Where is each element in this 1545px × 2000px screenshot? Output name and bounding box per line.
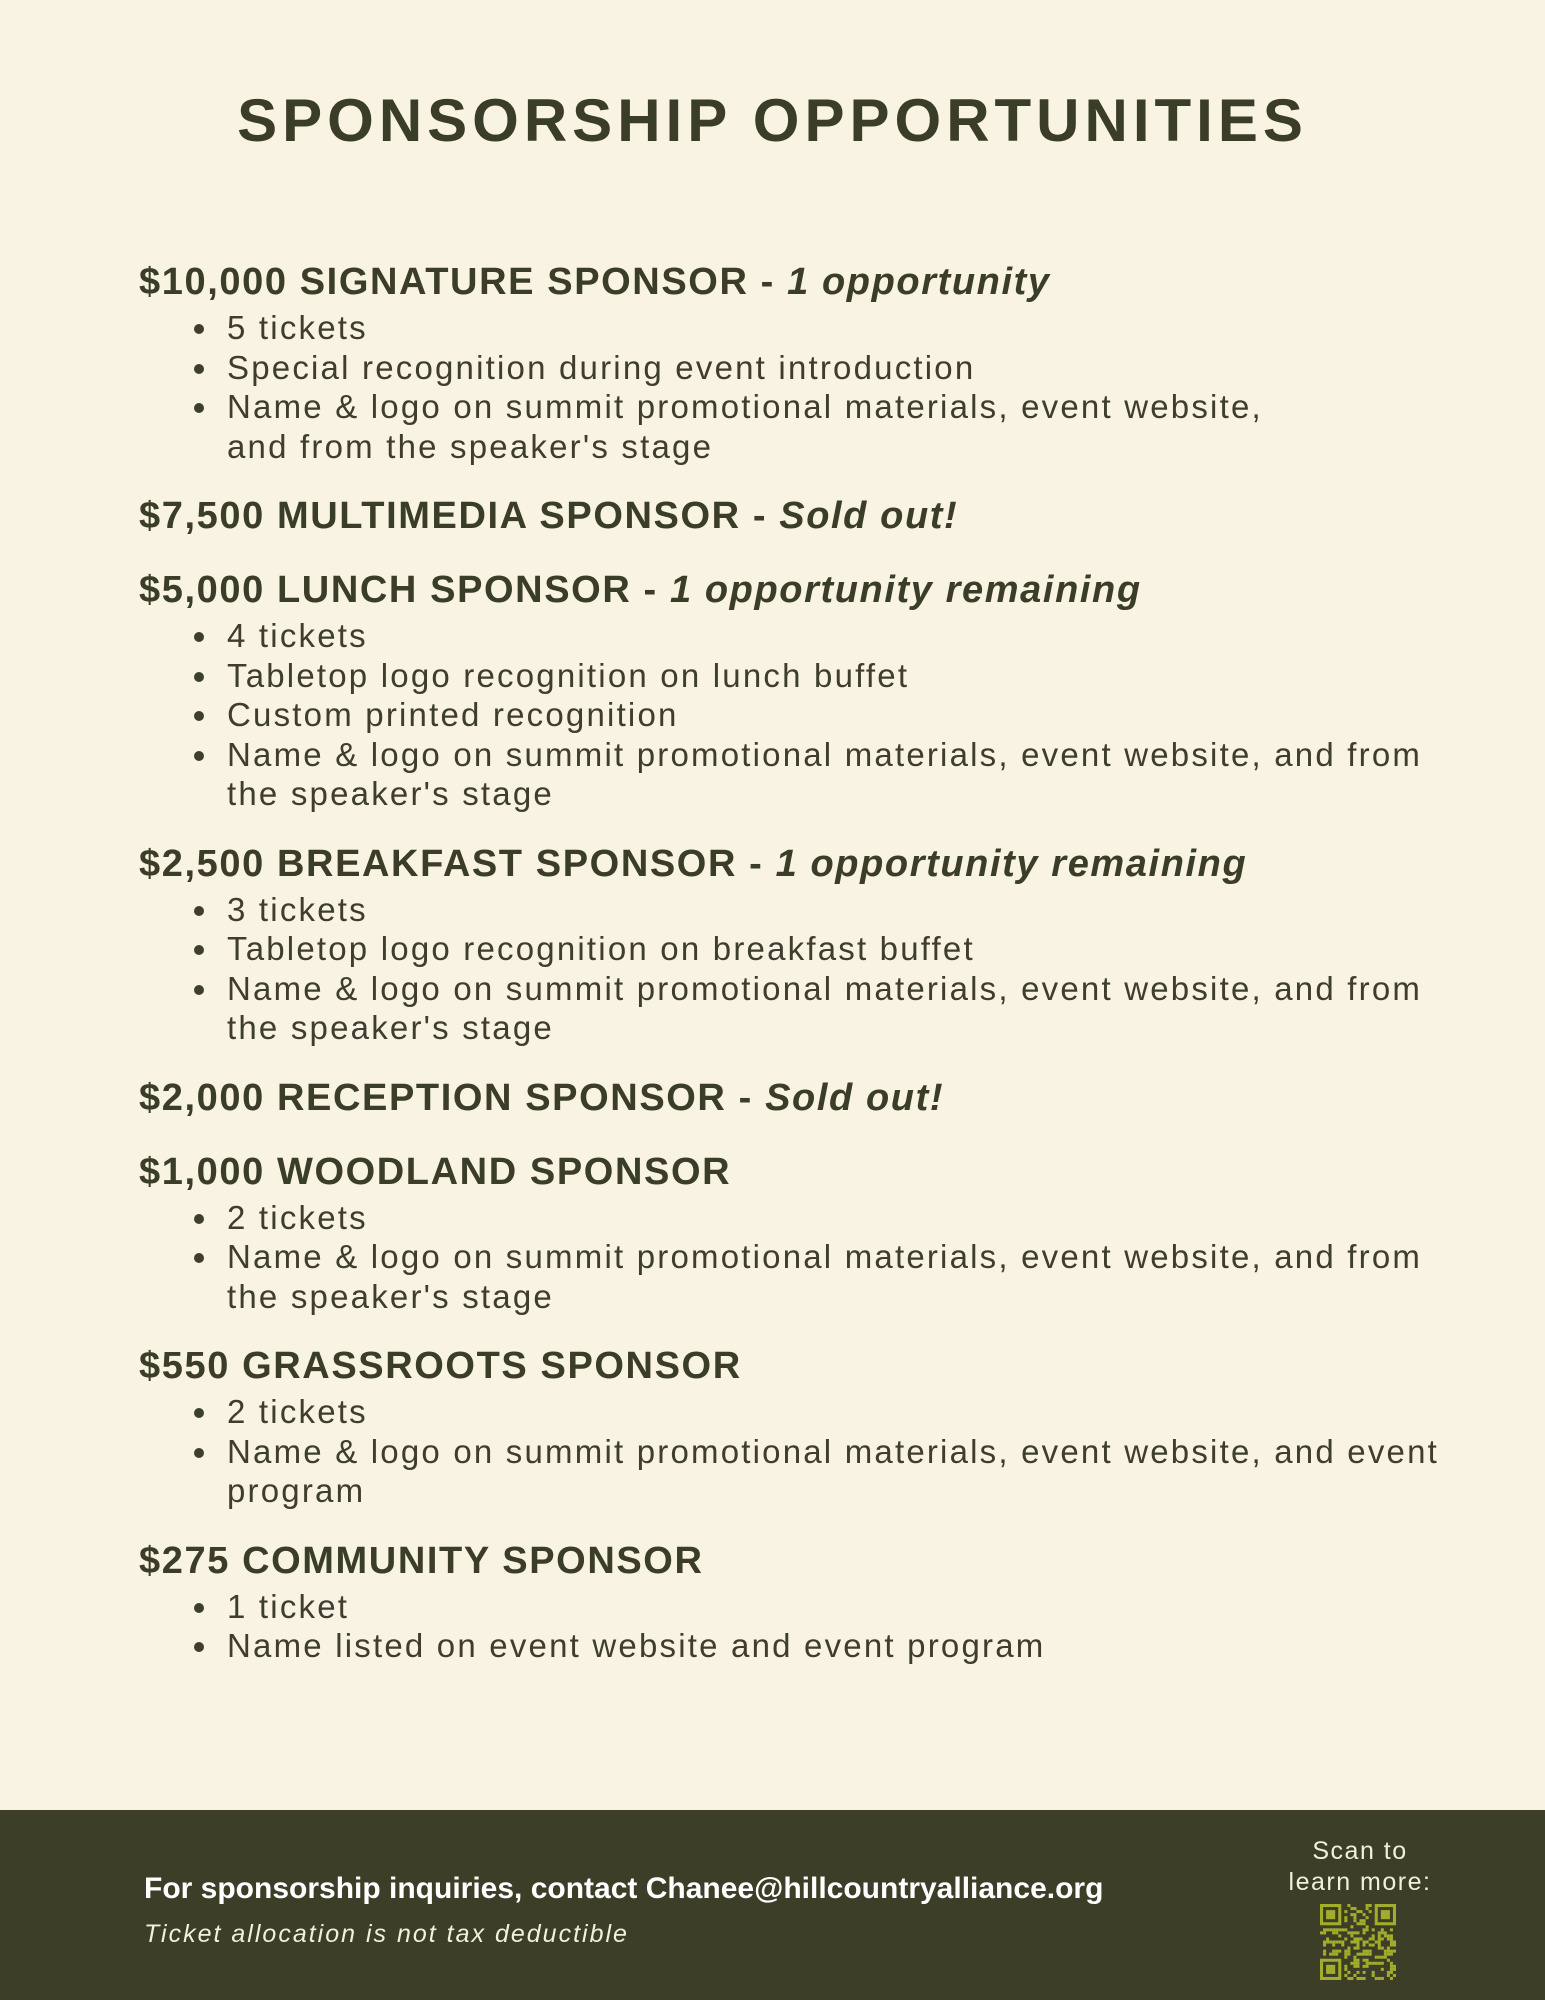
sponsor-tier-list bbox=[139, 258, 1439, 1692]
tier-title: $2,000 RECEPTION SPONSOR bbox=[139, 1076, 727, 1119]
tier-woodland bbox=[139, 1148, 1439, 1317]
tier-separator: - bbox=[726, 1076, 766, 1119]
benefit-item: 4 tickets bbox=[192, 616, 1439, 656]
scan-prompt bbox=[1260, 1836, 1460, 1898]
tier-heading bbox=[139, 492, 1439, 540]
tier-multimedia bbox=[139, 492, 1439, 540]
scan-line-2: learn more: bbox=[1288, 1868, 1432, 1896]
tier-separator: - bbox=[631, 569, 670, 611]
benefit-item: Name & logo on summit promotional materials, event website, and from the speaker's stage bbox=[192, 969, 1439, 1048]
page-title: SPONSORSHIP OPPORTUNITIES bbox=[237, 87, 1308, 154]
benefit-item: Name & logo on summit promotional materials, event website, and from the speaker's stage bbox=[192, 1237, 1439, 1316]
tier-title: $1,000 WOODLAND SPONSOR bbox=[139, 1150, 732, 1193]
tier-breakfast bbox=[139, 840, 1439, 1048]
tax-note: Ticket allocation is not tax deductible bbox=[144, 1920, 629, 1948]
benefit-item: Name & logo on summit promotional materials, event website, and from the speaker's stage bbox=[192, 387, 1439, 466]
tier-availability: Sold out! bbox=[765, 1076, 945, 1119]
benefit-item: Tabletop logo recognition on lunch buffet bbox=[192, 656, 1439, 696]
tier-benefits bbox=[192, 1392, 1439, 1511]
benefit-item: Tabletop logo recognition on breakfast buffet bbox=[192, 929, 1439, 969]
tier-reception bbox=[139, 1074, 1439, 1122]
tier-grassroots bbox=[139, 1342, 1439, 1511]
tier-benefits bbox=[192, 890, 1439, 1048]
tier-separator: - bbox=[748, 261, 788, 303]
tier-heading bbox=[139, 1148, 1439, 1196]
tier-title: $275 COMMUNITY SPONSOR bbox=[139, 1539, 704, 1582]
qr-code-icon[interactable] bbox=[1320, 1904, 1396, 1980]
tier-heading bbox=[139, 566, 1439, 614]
tier-title: $550 GRASSROOTS SPONSOR bbox=[139, 1345, 742, 1387]
tier-benefits bbox=[192, 1198, 1439, 1317]
tier-community bbox=[139, 1537, 1439, 1666]
benefit-item: Name & logo on summit promotional materials, event website, and event program bbox=[192, 1432, 1439, 1511]
benefit-item: 3 tickets bbox=[192, 890, 1439, 930]
tier-heading bbox=[139, 1537, 1439, 1585]
tier-title: $7,500 MULTIMEDIA SPONSOR bbox=[139, 495, 741, 537]
tier-heading bbox=[139, 1074, 1439, 1122]
benefit-item: 2 tickets bbox=[192, 1198, 1439, 1238]
tier-availability: 1 opportunity remaining bbox=[775, 842, 1248, 885]
benefit-item: 1 ticket bbox=[192, 1587, 1439, 1627]
footer-bar bbox=[0, 1810, 1545, 2000]
tier-benefits bbox=[192, 308, 1439, 466]
tier-heading bbox=[139, 1342, 1439, 1390]
benefit-item: Special recognition during event introduction bbox=[192, 348, 1439, 388]
tier-title: $2,500 BREAKFAST SPONSOR bbox=[139, 842, 738, 885]
tier-availability: 1 opportunity remaining bbox=[669, 569, 1142, 611]
benefit-item: 2 tickets bbox=[192, 1392, 1439, 1432]
tier-availability: Sold out! bbox=[779, 495, 959, 537]
contact-line[interactable]: For sponsorship inquiries, contact Chanee@hillcountryalliance.org bbox=[144, 1872, 1104, 1905]
tier-separator: - bbox=[740, 495, 780, 537]
tier-title: $5,000 LUNCH SPONSOR bbox=[139, 569, 632, 611]
tier-heading bbox=[139, 840, 1439, 888]
tier-lunch bbox=[139, 566, 1439, 814]
benefit-item: Name listed on event website and event program bbox=[192, 1626, 1439, 1666]
tier-benefits bbox=[192, 616, 1439, 814]
tier-signature bbox=[139, 258, 1439, 466]
tier-title: $10,000 SIGNATURE SPONSOR bbox=[139, 261, 749, 303]
tier-separator: - bbox=[737, 842, 776, 885]
benefit-item: 5 tickets bbox=[192, 308, 1439, 348]
tier-benefits bbox=[192, 1587, 1439, 1666]
benefit-item: Name & logo on summit promotional materials, event website, and from the speaker's stage bbox=[192, 735, 1439, 814]
tier-availability: 1 opportunity bbox=[787, 261, 1051, 303]
tier-heading bbox=[139, 258, 1439, 306]
scan-line-1: Scan to bbox=[1312, 1837, 1408, 1865]
benefit-item: Custom printed recognition bbox=[192, 695, 1439, 735]
